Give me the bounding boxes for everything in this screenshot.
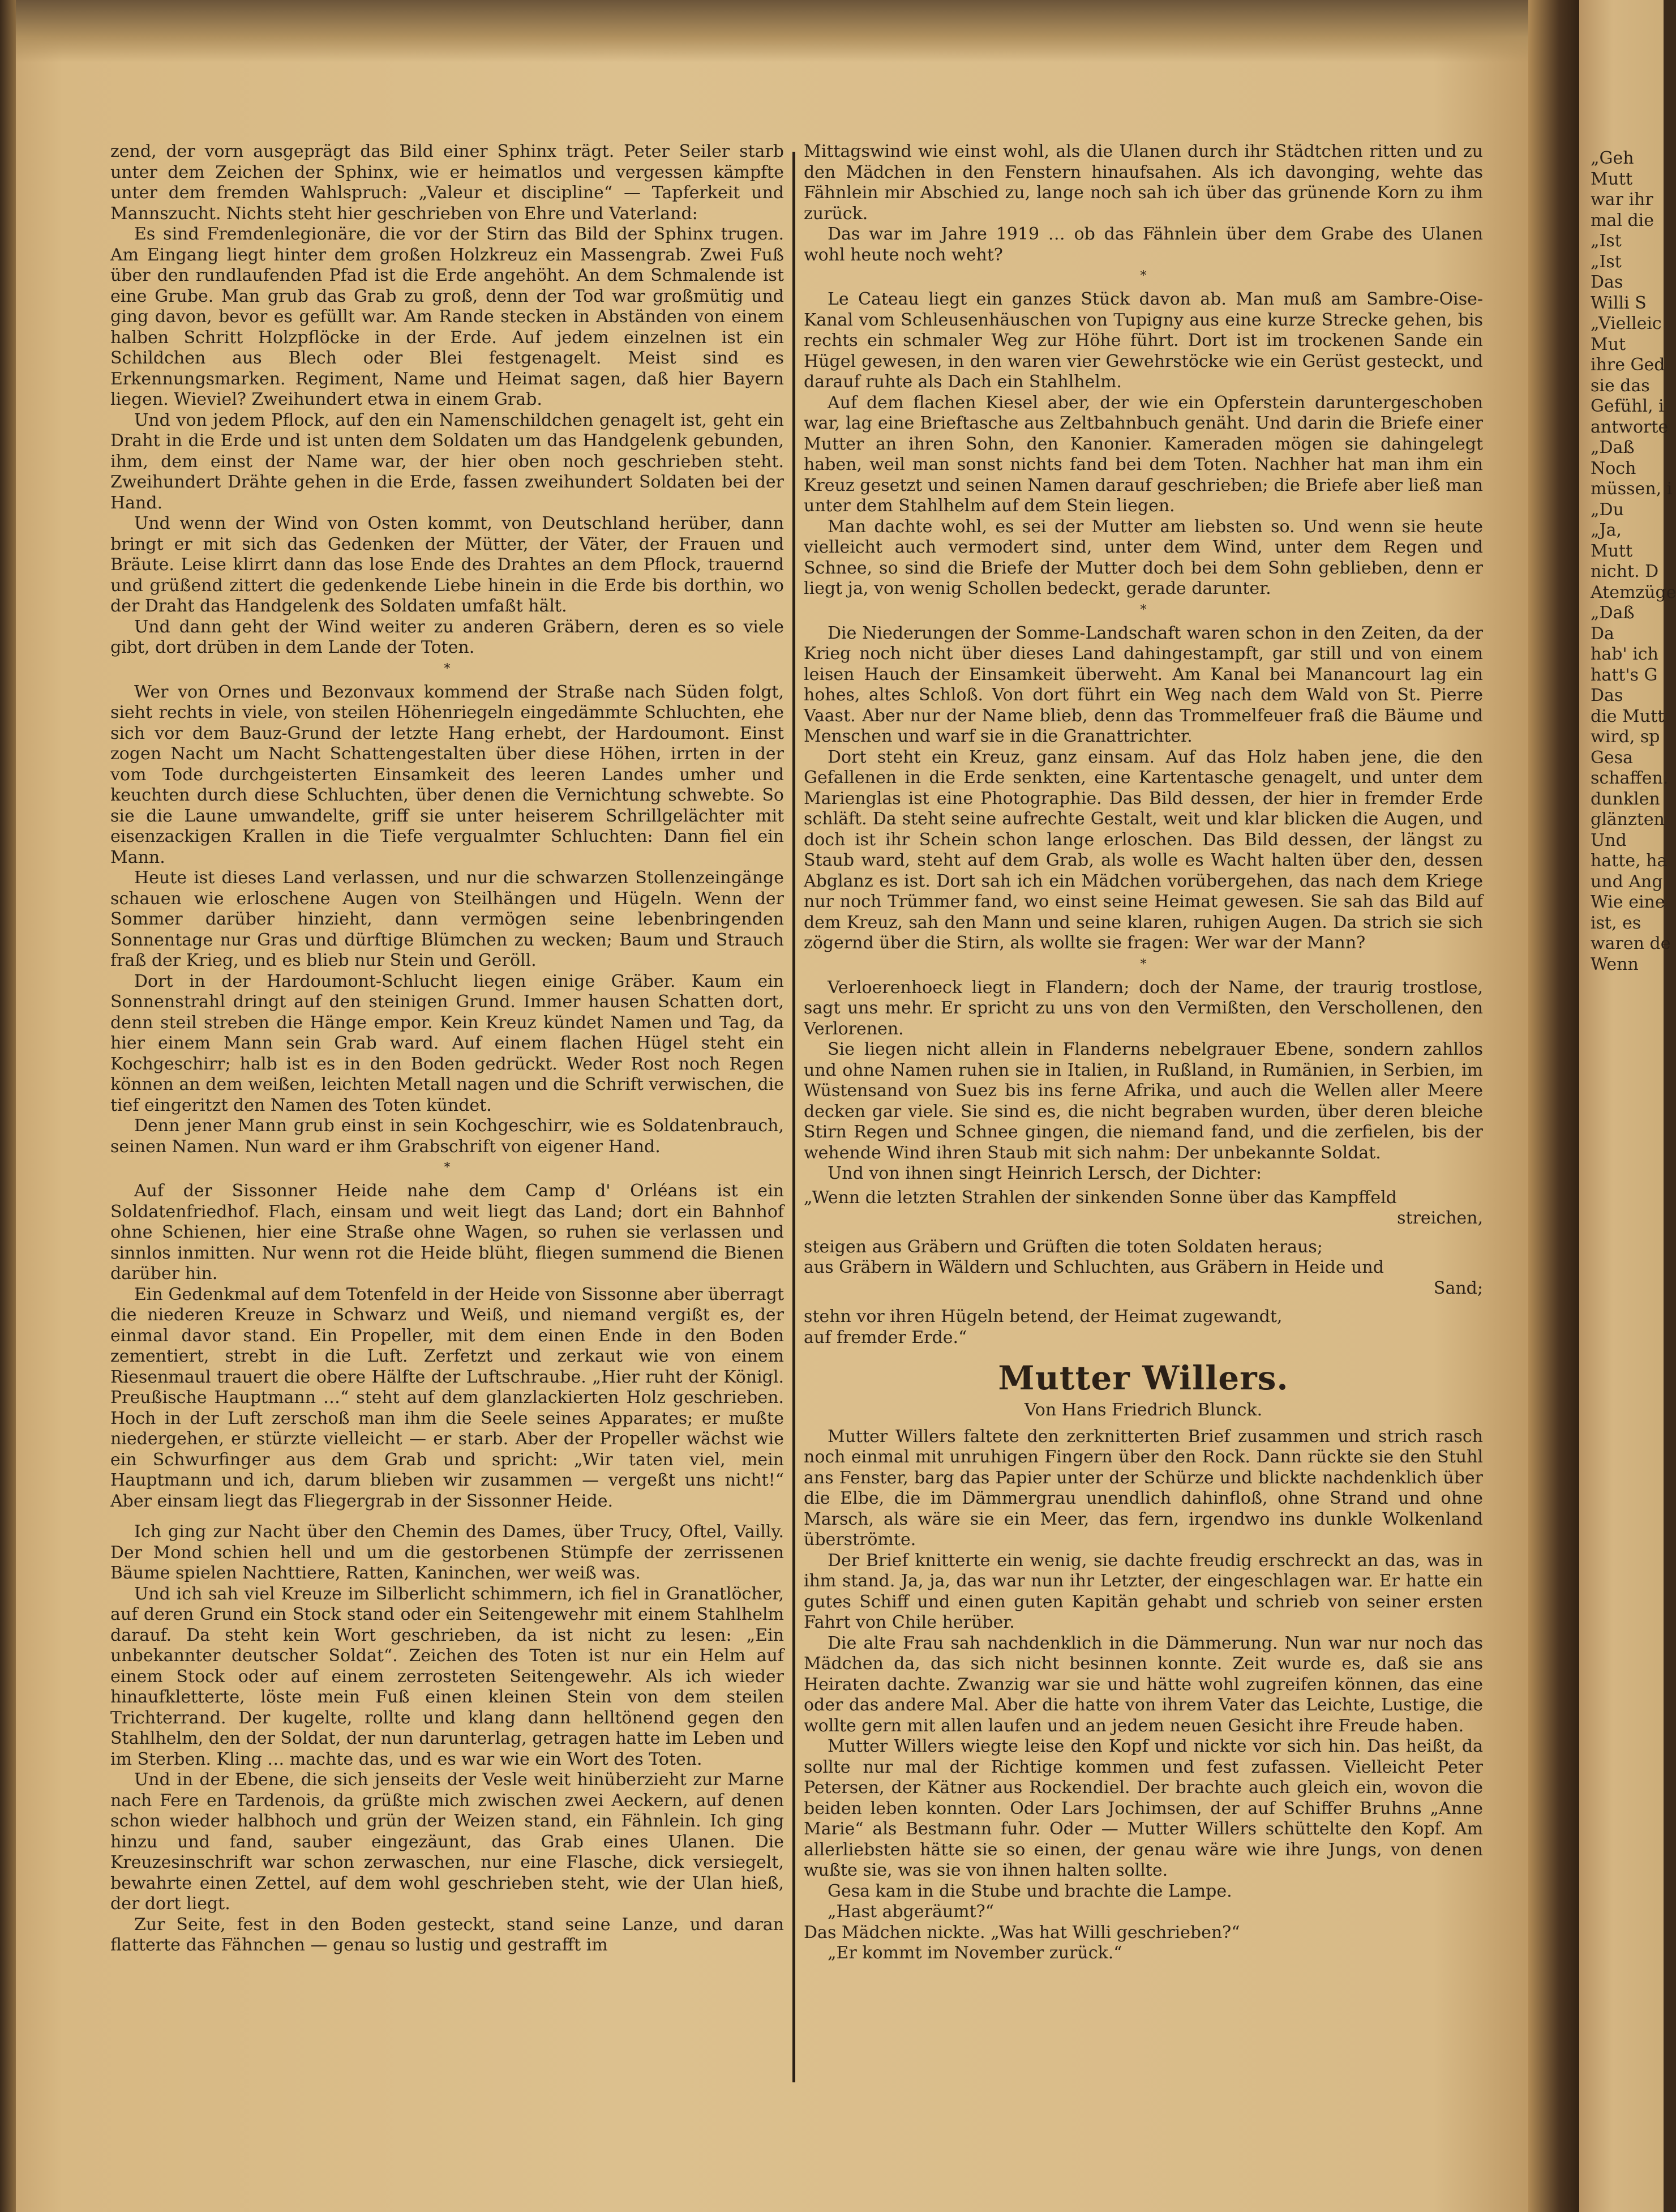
poem-line: auf fremder Erde.“ xyxy=(804,1327,967,1347)
paragraph: Sie liegen nicht allein in Flanderns nebelgrauer Ebene, sondern zahllos und ohne Namen ruhen sie in Italien, in Rußland, in Rumänien, in Serbien, im Wüstensand von Suez bis ins ferne Afrika, und auch die Wellen aller Meere decken gar viele. Sie sind es, die nicht begraben wurden, über deren bleiche Stirn Regen und Schnee gingen, die niemand fand, und die zerfielen, bis der wehende Wind ihren Staub mit sich nahm: Der unbekannte Soldat. xyxy=(804,1039,1483,1163)
facing-page-line: „Vielleic xyxy=(1591,314,1662,333)
column-left xyxy=(110,142,784,1956)
facing-page-line: hatte, ha xyxy=(1591,851,1668,871)
paragraph: „Er kommt im November zurück.“ xyxy=(828,1943,1122,1963)
facing-page-line: und Ang xyxy=(1591,871,1663,892)
paragraph: Man dachte wohl, es sei der Mutter am liebsten so. Und wenn sie heute vielleicht auch vermodert sind, unter dem Wind, unter dem Regen und Schnee, so sind die Briefe der Mutter doch bei dem Sohn geblieben, denn er liegt ja, von wenig Schollen bedeckt, gerade darunter. xyxy=(804,516,1483,598)
book-binding xyxy=(0,0,16,2212)
paragraph: Dort in der Hardoumont-Schlucht liegen einige Gräber. Kaum ein Sonnenstrahl dringt auf den steinigen Grund. Immer hausen Schatten dort, denn steil streben die Hänge empor. Kein Kreuz kündet Namen und Tag, da hier einem Mann sein Grab ward. Auf einem flachen Hügel steht ein Kochgeschirr; halb ist es in den Boden gedrückt. Weder Rost noch Regen können an dem weißen, leichten Metall nagen und die Schrift verwischen, die tief eingeritzt den Namen des Toten kündet. xyxy=(110,971,784,1115)
facing-page-line: „Daß xyxy=(1591,603,1635,623)
facing-page-line: ist, es xyxy=(1591,913,1641,933)
facing-page-line: müssen, i xyxy=(1591,479,1673,499)
poem-line: aus Gräbern in Wäldern und Schluchten, aus Gräbern in Heide und xyxy=(804,1257,1384,1277)
facing-page-line: waren de xyxy=(1591,934,1671,953)
section-separator: * xyxy=(1140,269,1147,283)
paragraph: Und in der Ebene, die sich jenseits der Vesle weit hinüberzieht zur Marne nach Fere en Tardenois, da grüßte mich zwischen zwei Aeckern, auf denen schon wieder halbhoch und grün der Weizen stand, ein Fähnlein. Ich ging hinzu und fand, sauber eingezäunt, das Grab eines Ulanen. Die Kreuzesinschrift war schon zerwaschen, nur eine Flasche, dick versiegelt, bewahrte einen Zettel, auf dem wohl geschrieben steht, wie der Ulan hieß, der dort liegt. xyxy=(110,1770,784,1914)
paragraph: Und von ihnen singt Heinrich Lersch, der Dichter: xyxy=(828,1163,1262,1183)
paragraph: Das Mädchen nickte. „Was hat Willi geschrieben?“ xyxy=(804,1922,1240,1943)
paragraph: Verloerenhoeck liegt in Flandern; doch der Name, der traurig trostlose, sagt uns mehr. Er spricht zu uns von den Vermißten, den Verschollenen, den Verlorenen. xyxy=(804,977,1483,1039)
paragraph: Und ich sah viel Kreuze im Silberlicht schimmern, ich fiel in Granatlöcher, auf deren Grund ein Stock stand oder ein Seitengewehr mit einem Stahlhelm darauf. Da steht kein Wort geschrieben, da ist nicht zu lesen: „Ein unbekannter deutscher Soldat“. Zeichen des Toten ist nur ein Helm auf einem Stock oder auf einem zerrosteten Seitengewehr. Als ich wieder hinaufkletterte, löste mein Fuß einen kleinen Stein von dem steilen Trichterrand. Der kugelte, rollte und klang dann helltönend gegen den Stahlhelm, den der Soldat, der nun darunterlag, getragen hatte im Leben und im Sterben. Kling … machte das, und es war wie ein Wort des Toten. xyxy=(110,1584,784,1769)
paragraph: Und von jedem Pflock, auf den ein Namenschildchen genagelt ist, geht ein Draht in die Erde und ist unten dem Soldaten um das Handgelenk gebunden, ihm, dem einst der Name war, der hier oben noch geschrieben steht. Zweihundert Drähte gehen in die Erde, fassen zweihundert Soldaten bei der Hand. xyxy=(110,410,784,513)
facing-page-line: die Mutt xyxy=(1591,706,1665,726)
paragraph: „Hast abgeräumt?“ xyxy=(828,1902,995,1922)
facing-page-line: „Ist xyxy=(1591,251,1622,272)
facing-page-line: war ihr xyxy=(1591,190,1653,209)
facing-page-line: glänzten xyxy=(1591,810,1665,829)
facing-page-line: Mut xyxy=(1591,334,1626,354)
paragraph: Gesa kam in die Stube und brachte die Lampe. xyxy=(828,1881,1232,1901)
facing-page-line: Mutt xyxy=(1591,541,1633,561)
poem-line: streichen, xyxy=(1397,1208,1483,1228)
paragraph: Ich ging zur Nacht über den Chemin des Dames, über Trucy, Oftel, Vailly. Der Mond schien hell und um die gestorbenen Stümpfe der zerrissenen Bäume spielen Nachttiere, Ratten, Kaninchen, wer weiß was. xyxy=(110,1522,784,1583)
facing-page-line: sie das xyxy=(1591,375,1650,396)
section-separator: * xyxy=(444,1161,451,1175)
paragraph: Und dann geht der Wind weiter zu anderen Gräbern, deren es so viele gibt, dort drüben in dem Lande der Toten. xyxy=(110,617,784,657)
poem-line: „Wenn die letzten Strahlen der sinkenden Sonne über das Kampffeld xyxy=(804,1187,1397,1208)
facing-page-line: hab' ich xyxy=(1591,644,1658,664)
facing-page-line: „Geh xyxy=(1591,148,1634,168)
facing-page-line: hatt's G xyxy=(1591,665,1658,685)
facing-page-line: Gefühl, i xyxy=(1591,396,1664,416)
paragraph: Le Cateau liegt ein ganzes Stück davon ab. Man muß am Sambre-Oise-Kanal vom Schleusenhäuschen von Tupigny aus eine kurze Strecke gehen, bis rechts ein schmaler Weg zur Höhe führt. Dort ist im trockenen Sande ein Hügel gewesen, in den waren vier Gewehrstöcke wie ein Gerüst gesteckt, und darauf ruhte als Dach ein Stahlhelm. xyxy=(804,289,1483,392)
facing-page-line: nicht. D xyxy=(1591,562,1659,581)
facing-page-line: Mutt xyxy=(1591,169,1633,189)
paragraph: Dort steht ein Kreuz, ganz einsam. Auf das Holz haben jene, die den Gefallenen in die Erde senkten, eine Kartentasche genagelt, und unter dem Marienglas ist eine Photographie. Das Bild dessen, der hier in fremder Erde schläft. Da steht seine aufrechte Gestalt, weit und klar blicken die Augen, und doch ist ihr Schein schon lange erloschen. Das Bild dessen, der längst zu Staub ward, steht auf dem Grab, als wolle es Wacht halten über den, dessen Abglanz es ist. Dort sah ich ein Mädchen vorübergehen, das nach dem Kriege nur noch Trümmer fand, wo einst seine Heimat gewesen. Sie sah das Bild auf dem Kreuz, sah den Mann und seine klaren, ruhigen Augen. Da strich sie sich zögernd über die Stirn, als wollte sie fragen: Wer war der Mann? xyxy=(804,747,1483,953)
paragraph: Das war im Jahre 1919 … ob das Fähnlein über dem Grabe des Ulanen wohl heute noch weht? xyxy=(804,224,1483,265)
poem-quote xyxy=(804,1188,1483,1349)
facing-page-line: wird, sp xyxy=(1591,727,1660,747)
paragraph: Der Brief knitterte ein wenig, sie dachte freudig erschreckt an das, was in ihm stand. Ja, ja, das war nun ihr Letzter, der eingeschlagen war. Er hatte ein gutes Schiff und einen guten Kapitän gehabt und schrieb von seiner ersten Fahrt von Chile herüber. xyxy=(804,1550,1483,1632)
paragraph: Es sind Fremdenlegionäre, die vor der Stirn das Bild der Sphinx trugen. Am Eingang liegt hinter dem großen Holzkreuz ein Massengrab. Zwei Fuß über den rundlaufenden Pfad ist die Erde angehöht. An dem Schmalende ist eine Grube. Man grub das Grab zu groß, denn der Tod war großmütig und ging davon, bevor es gefüllt war. Am Rande stecken in Abständen von einem halben Schritt Holzpflöcke in der Erde. Auf jedem einzelnen ist ein Schildchen aus Blech oder Blei festgenagelt. Meist sind es Erkennungsmarken. Regiment, Name und Heimat sagen, daß hier Bayern liegen. Wieviel? Zweihundert etwa in einem Grab. xyxy=(110,224,784,409)
paragraph: Heute ist dieses Land verlassen, und nur die schwarzen Stollenzeingänge schauen wie erloschene Augen von Steilhängen und Hügeln. Wenn der Sommer darüber hinzieht, dann vermögen seine lebenbringenden Sonnentage nur Gras und dürftige Blümchen zu wecken; Baum und Strauch fraß der Krieg, und es blieb nur Stein und Geröll. xyxy=(110,868,784,970)
column-middle xyxy=(804,142,1483,1964)
facing-page-line: „Ja, xyxy=(1591,520,1622,540)
poem-line: steigen aus Gräbern und Grüften die toten Soldaten heraus; xyxy=(804,1237,1323,1257)
story-title: Mutter Willers. xyxy=(998,1359,1289,1397)
facing-page-line: Wie eine xyxy=(1591,892,1665,912)
paragraph: Auf der Sissonner Heide nahe dem Camp d' Orléans ist ein Soldatenfriedhof. Flach, einsam und weit liegt das Land; dort ein Bahnhof ohne Schienen, hier eine Straße ohne Wagen, so ruhen sie verlassen und sinnlos inmitten. Nur wenn rot die Heide blüht, fliegen summend die Bienen darüber hin. xyxy=(110,1181,784,1283)
page-gutter xyxy=(1528,0,1585,2212)
paragraph: Die alte Frau sah nachdenklich in die Dämmerung. Nun war nur noch das Mädchen da, das sich nicht besinnen konnte. Zeit wurde es, daß sie ans Heiraten dachte. Zwanzig war sie und hätte wohl zugreifen können, das eine oder das andere Mal. Aber die hatte von ihrem Vater das Leichte, Lustige, die wollte gern mit allen laufen und an jedem neuen Gesicht ihre Freude haben. xyxy=(804,1633,1483,1736)
paragraph: Die Niederungen der Somme-Landschaft waren schon in den Zeiten, da der Krieg noch nicht über dieses Land dahingestampft, gar still und von einem leisen Hauch der Einsamkeit überweht. Am Kanal bei Manancourt lag ein hohes, altes Schloß. Von dort führt ein Weg nach dem Wald von St. Pierre Vaast. Aber nur der Name blieb, denn das Trommelfeuer fraß die Bäume und Menschen und warf sie in die Granattrichter. xyxy=(804,623,1483,746)
paragraph: Mutter Willers wiegte leise den Kopf und nickte vor sich hin. Das heißt, da sollte nur mal der Richtige kommen und fest zufassen. Vielleicht Peter Petersen, der Kätner aus Rockendiel. Der brachte auch gleich ein, wovon die beiden leben konnten. Oder Lars Jochimsen, der auf Schiffer Bruhns „Anne Marie“ als Bestmann fuhr. Oder — Mutter Willers schüttelte den Kopf. Am allerliebsten hätte sie so einen, der genau wäre wie ihre Jungs, von denen wußte sie, was sie von ihnen halten sollte. xyxy=(804,1736,1483,1880)
paragraph: Auf dem flachen Kiesel aber, der wie ein Opferstein daruntergeschoben war, lag eine Brieftasche aus Zeltbahnbuch genäht. Und darin die Briefe einer Mutter an ihren Sohn, den Kanonier. Kameraden mögen sie dahingelegt haben, weil man sonst nichts fand bei dem Toten. Nachher hat man ihm ein Kreuz gesetzt und seinen Namen darauf geschrieben; die Briefe aber ließ man unter dem Stahlhelm auf dem Stein liegen. xyxy=(804,392,1483,516)
page-top-edge xyxy=(16,0,1558,62)
facing-page-line: „Daß xyxy=(1591,438,1635,457)
paragraph: Denn jener Mann grub einst in sein Kochgeschirr, wie es Soldatenbrauch, seinen Namen. Nun ward er ihm Grabschrift von eigener Hand. xyxy=(110,1116,784,1157)
paragraph: Mittagswind wie einst wohl, als die Ulanen durch ihr Städtchen ritten und zu den Mädchen in den Fenstern hinaufsahen. Als ich davonging, wehte das Fähnlein mir Abschied zu, lange noch sah ich über das grünende Korn zu ihm zurück. xyxy=(804,142,1483,224)
facing-page-text xyxy=(1591,148,1676,975)
facing-page-line: antworte xyxy=(1591,417,1669,437)
facing-page-line: Noch xyxy=(1591,458,1636,478)
facing-page-line: Da xyxy=(1591,623,1614,644)
facing-page-line: dunklen xyxy=(1591,789,1660,809)
poem-line: Sand; xyxy=(1433,1278,1483,1298)
facing-page-line: Willi S xyxy=(1591,293,1647,313)
facing-page-line: mal die xyxy=(1591,210,1654,230)
section-separator: * xyxy=(444,661,451,676)
facing-page-line: Das xyxy=(1591,272,1623,292)
facing-page-line: „Ist xyxy=(1591,231,1622,251)
paragraph: Ein Gedenkmal auf dem Totenfeld in der Heide von Sissonne aber überragt die niederen Kreuze in Schwarz und Weiß, und niemand vergißt es, der einmal davor stand. Ein Propeller, mit dem einen Ende in den Boden zementiert, strebt in die Luft. Zerfetzt und zerkaut wie von einem Riesenmaul trauert die obere Hälfte der Luftschraube. „Hier ruht der Königl. Preußische Hauptmann …“ steht auf dem glanzlackierten Holz geschrieben. Hoch in der Luft zerschoß man ihm die Seele seines Apparates; er mußte niedergehen, er stürzte vielleicht — er starb. Aber der Propeller wächst wie ein Schwurfinger aus dem Grab und spricht: „Wir taten viel, mein Hauptmann und ich, darum blieben wir zusammen — vergeßt uns nicht!“ Aber einsam liegt das Fliegergrab in der Sissonner Heide. xyxy=(110,1284,784,1511)
paragraph: Wer von Ornes und Bezonvaux kommend der Straße nach Süden folgt, sieht rechts in viele, von steilen Höhenriegeln eingedämmte Schluchten, ehe sich vor dem Bauz-Grund der letzte Hang erhebt, der Hardoumont. Einst zogen Nacht um Nacht Schattengestalten über diese Höhen, irrten in der vom Tode durchgeisterten Einsamkeit des leeren Landes umher und keuchten durch diese Schluchten, über denen die Vernichtung schwebte. So sie die Laune umwandelte, griff sie unter heiserem Schrillgelächter mit eisenzackigen Krallen in die Tiefe vergualmter Schluchten: Dann fiel ein Mann. xyxy=(110,682,784,867)
story-byline: Von Hans Friedrich Blunck. xyxy=(1024,1400,1263,1420)
poem-line: stehn vor ihren Hügeln betend, der Heimat zugewandt, xyxy=(804,1307,1283,1327)
facing-page-line: Wenn xyxy=(1591,954,1639,974)
facing-page-line: „Du xyxy=(1591,499,1624,520)
paragraph: Zur Seite, fest in den Boden gesteckt, stand seine Lanze, und daran flatterte das Fähnchen — genau so lustig und gestrafft im xyxy=(110,1914,784,1955)
column-rule xyxy=(792,152,795,2082)
section-separator: * xyxy=(1140,957,1147,972)
section-separator: * xyxy=(1140,602,1147,617)
facing-page-line: ihre Ged xyxy=(1591,355,1665,375)
paragraph: Mutter Willers faltete den zerknitterten Brief zusammen und strich rasch noch einmal mit unruhigen Fingern über den Rock. Dann rückte sie den Stuhl ans Fenster, barg das Papier unter der Schürze und blickte nachdenklich über die Elbe, die im Dämmergrau unendlich dahinfloß, ohne Strand und ohne Marsch, als wäre sie ein Meer, das fern, irgendwo ins dunkle Wolkenland überströmte. xyxy=(804,1426,1483,1550)
facing-page-line: Gesa xyxy=(1591,747,1633,768)
facing-page-line: Und xyxy=(1591,830,1627,850)
facing-page-line: schaffen. xyxy=(1591,768,1669,788)
paragraph: Und wenn der Wind von Osten kommt, von Deutschland herüber, dann bringt er mit sich das Gedenken der Mütter, der Väter, der Frauen und Bräute. Leise klirrt dann das lose Ende des Drahtes an dem Pflock, trauernd und grüßend zittert die gedenkende Liebe hinein in die Erde bis dorthin, wo der Draht das Handgelenk des Soldaten umfaßt hält. xyxy=(110,514,784,616)
facing-page-line: Atemzüge xyxy=(1591,582,1676,602)
facing-page-line: Das xyxy=(1591,686,1623,705)
paragraph: zend, der vorn ausgeprägt das Bild einer Sphinx trägt. Peter Seiler starb unter dem Zeichen der Sphinx, wie er heimatlos und vergessen kämpfte unter dem fremden Wahlspruch: „Valeur et discipline“ — Tapferkeit und Mannszucht. Nichts steht hier geschrieben von Ehre und Vaterland: xyxy=(110,142,784,224)
